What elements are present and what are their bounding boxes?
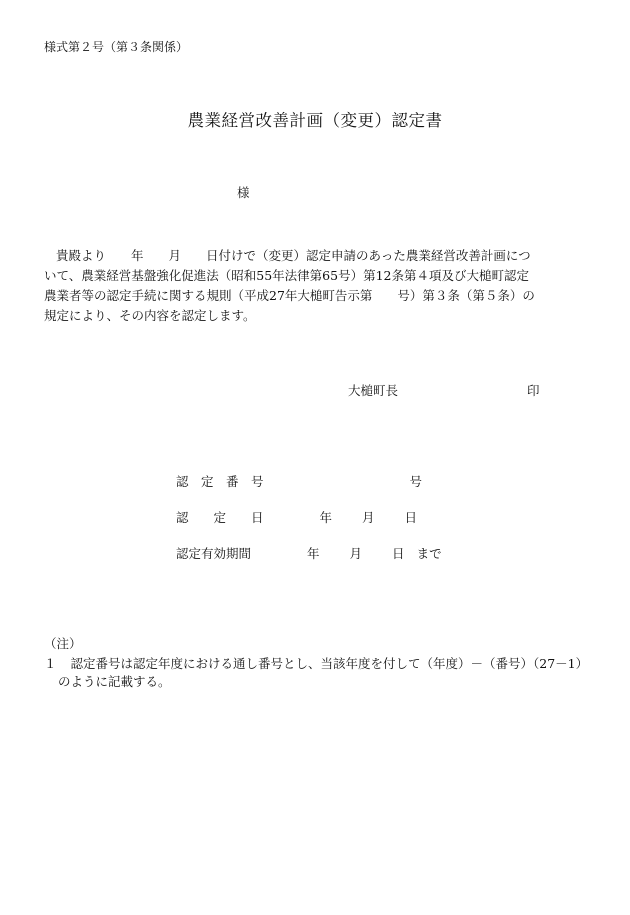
certification-date-year: 年 (319, 510, 333, 525)
validity-period-label: 認定有効期間 (176, 546, 252, 561)
validity-period-year: 年 (307, 546, 320, 561)
note-item-1-continuation: のように記載する。 (58, 674, 171, 689)
validity-period-row (176, 544, 442, 562)
body-line-4: 規定により、その内容を認定します。 (44, 308, 256, 323)
certification-date-month: 月 (362, 510, 375, 525)
note-item-1 (44, 654, 588, 672)
form-number: 様式第２号（第３条関係） (44, 40, 189, 54)
certification-number-row (176, 472, 422, 490)
seal-mark: 印 (527, 383, 540, 398)
addressee-honorific: 様 (237, 185, 250, 200)
certification-number-label: 認 定 番 号 (176, 474, 264, 489)
body-line-2: いて、農業経営基盤強化促進法（昭和55年法律第65号）第12条第４項及び大槌町認定 (44, 268, 529, 283)
body-line-3: 農業者等の認定手続に関する規則（平成27年大槌町告示第 号）第３条（第５条）の (44, 288, 535, 303)
note-item-number: １ (44, 656, 57, 671)
certification-number-suffix: 号 (409, 474, 423, 489)
certification-date-label: 認 定 日 (176, 510, 264, 525)
body-line-1: 貴殿より 年 月 日付けで（変更）認定申請のあった農業経営改善計画につ (56, 248, 531, 263)
document-title: 農業経営改善計画（変更）認定書 (187, 111, 443, 130)
issuer-title: 大槌町長 (348, 383, 399, 398)
note-item-text: 認定番号は認定年度における通し番号とし、当該年度を付して（年度）－（番号）（27－1） (70, 656, 589, 671)
certificate-body (44, 246, 535, 326)
validity-period-day: 日 (392, 546, 405, 561)
validity-period-until: まで (416, 546, 442, 561)
notes-heading: （注） (44, 636, 82, 651)
certification-date-row (176, 508, 417, 526)
validity-period-month: 月 (349, 546, 363, 561)
certification-date-day: 日 (404, 510, 418, 525)
